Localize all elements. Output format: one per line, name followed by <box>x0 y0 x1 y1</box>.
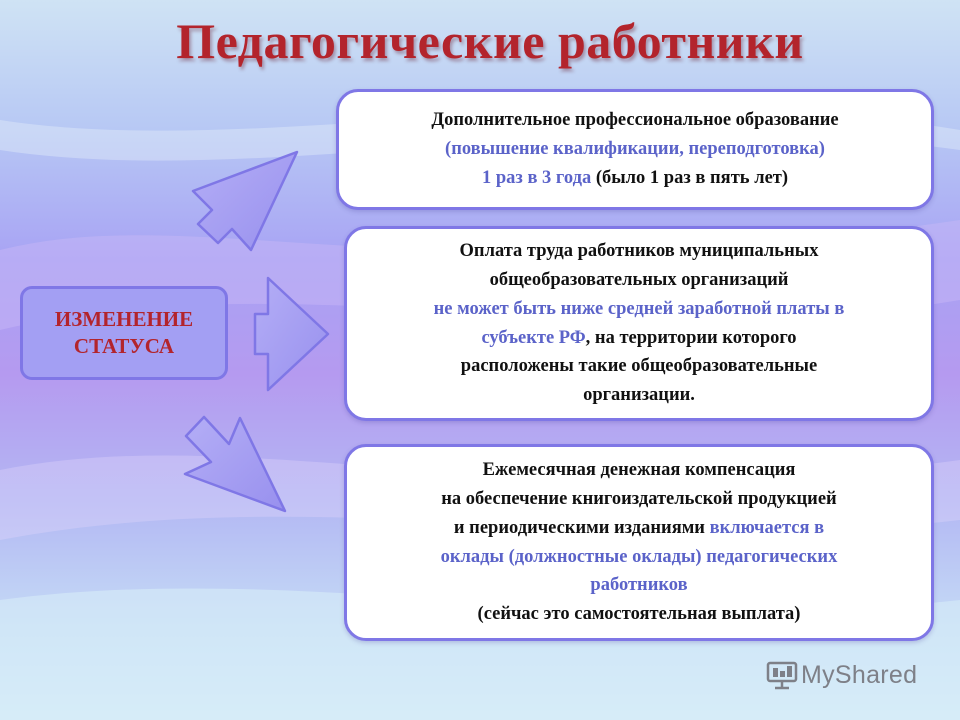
status-line-1: ИЗМЕНЕНИЕ <box>54 306 194 331</box>
arrow-down-right <box>185 417 285 511</box>
card3-line1: Ежемесячная денежная компенсация <box>482 459 796 480</box>
card3-line3 <box>347 514 931 543</box>
card1-line3-rest: (было 1 раз в пять лет) <box>591 167 789 188</box>
arrow-up-right <box>193 152 297 250</box>
card2-line6: организации. <box>583 385 695 406</box>
card2-line4 <box>347 324 931 353</box>
card2-line1: Оплата труда работников муниципальных <box>459 240 819 261</box>
card2-line2: общеобразовательных организаций <box>489 269 789 290</box>
card1-line3-highlight: 1 раз в 3 года <box>481 167 592 188</box>
card2-line5: расположены такие общеобразовательные <box>460 356 818 377</box>
arrow-right <box>255 278 328 390</box>
card3-line6: (сейчас это самостоятельная выплата) <box>477 604 801 625</box>
card2-line4-rest: , на территории которого <box>585 327 797 348</box>
card3-line3-highlight: включается в <box>709 517 825 538</box>
page-title: Педагогические работники <box>176 13 804 69</box>
card-salary <box>344 226 934 421</box>
watermark-text: MyShared <box>801 660 918 689</box>
card3-line5: работников <box>590 575 688 596</box>
card-professional-education <box>336 89 934 210</box>
card2-line3: не может быть ниже средней заработной платы в <box>433 298 845 319</box>
card1-line1: Дополнительное профессиональное образование <box>431 110 839 131</box>
myshared-watermark <box>766 658 917 692</box>
card2-line4-highlight: субъекте РФ <box>481 327 586 348</box>
card1-line3 <box>339 164 931 193</box>
card-compensation <box>344 444 934 641</box>
status-line-2: СТАТУСА <box>73 334 175 358</box>
card1-line2: (повышение квалификации, переподготовка) <box>445 139 825 160</box>
presentation-screen-icon <box>766 660 798 690</box>
card3-line4: оклады (должностные оклады) педагогических <box>440 546 838 567</box>
card3-line2: на обеспечение книгоиздательской продукцией <box>441 488 837 509</box>
card3-line3-plain: и периодическими изданиями <box>453 517 710 538</box>
